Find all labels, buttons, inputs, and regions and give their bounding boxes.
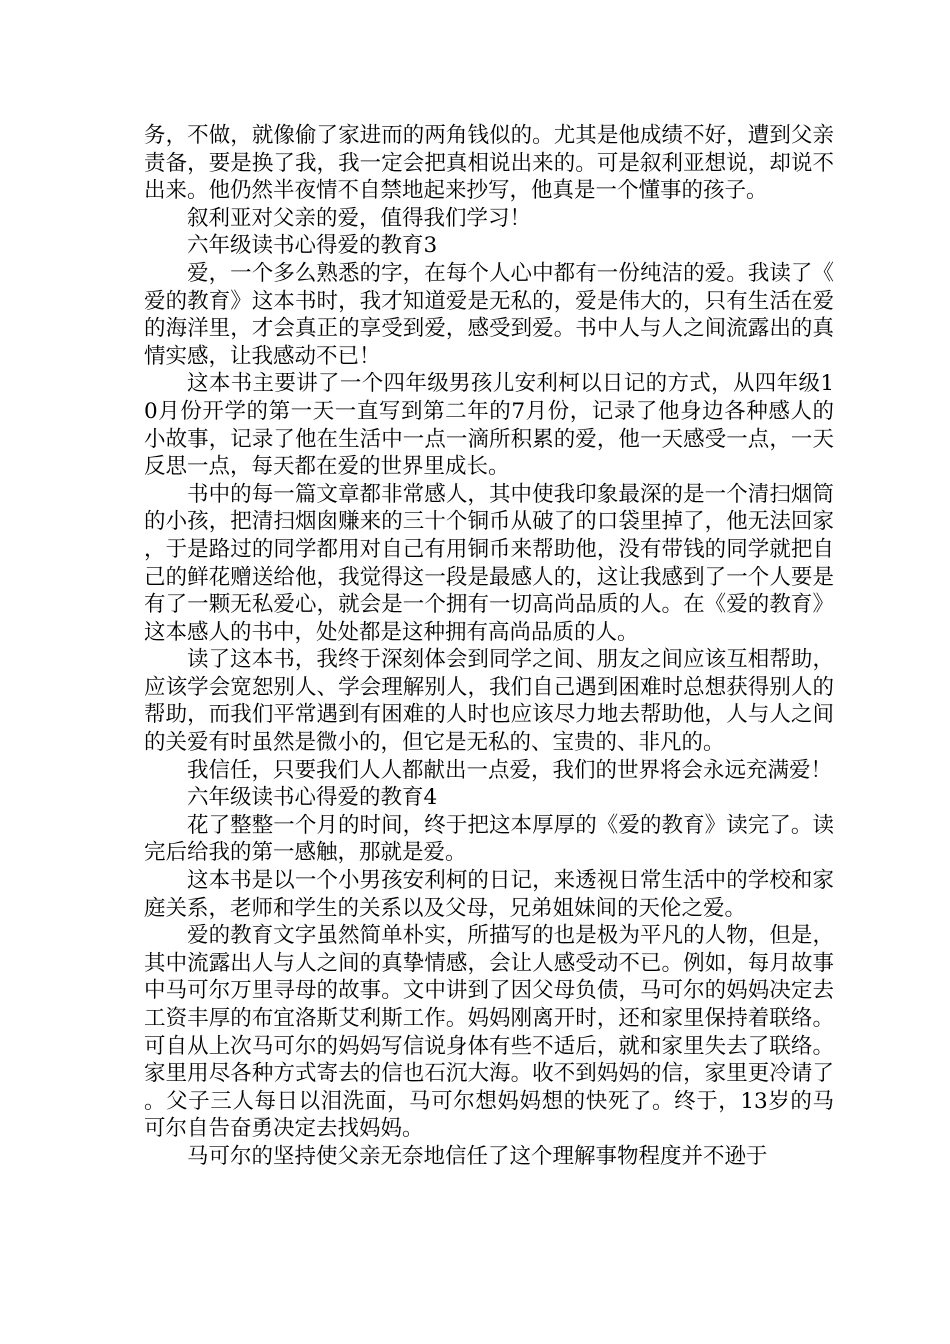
paragraph-book-summary: 这本书主要讲了一个四年级男孩儿安利柯以日记的方式，从四年级10月份开学的第一天一直写到第二年的7月份，记录了他身边各种感人的小故事，记录了他在生活中一点一滴所积累的爱，他一天感受一点，一天反思一点，每天都在爱的世界里成长。 bbox=[144, 371, 834, 480]
paragraph-syria-love: 叙利亚对父亲的爱，值得我们学习！ bbox=[187, 205, 532, 231]
section-heading-3: 六年级读书心得爱的教育3 bbox=[187, 233, 438, 259]
paragraph-reflection: 读了这本书，我终于深刻体会到同学之间、朋友之间应该互相帮助，应该学会宽恕别人、学会理解别人，我们自己遇到困难时总想获得别人的帮助，而我们平常遇到有困难的人时也应该尽力地去帮助他，人与人之间的关爱有时虽然是微小的，但它是无私的、宝贵的、非凡的。 bbox=[144, 647, 834, 756]
paragraph-love-intro: 爱，一个多么熟悉的字，在每个人心中都有一份纯洁的爱。我读了《爱的教育》这本书时，我才知道爱是无私的，爱是伟大的，只有生活在爱的海洋里，才会真正的享受到爱，感受到爱。书中人与人之间流露出的真情实感，让我感动不已！ bbox=[144, 260, 834, 369]
paragraph-diary-format: 这本书是以一个小男孩安利柯的日记，来透视日常生活中的学校和家庭关系，老师和学生的关系以及父母，兄弟姐妹间的天伦之爱。 bbox=[144, 868, 834, 921]
paragraph-marco-story: 爱的教育文字虽然简单朴实，所描写的也是极为平凡的人物，但是，其中流露出人与人之间的真挚情感，会让人感受动不已。例如，每月故事中马可尔万里寻母的故事。文中讲到了因父母负债，马可尔的妈妈决定去工资丰厚的布宜洛斯艾利斯工作。妈妈刚离开时，还和家里保持着联络。可自从上次马可尔的妈妈写信说身体有些不适后，就和家里失去了联络。家里用尽各种方式寄去的信也石沉大海。收不到妈妈的信，家里更冷请了。父子三人每日以泪洗面，马可尔想妈妈想的快死了。终于，13岁的马可尔自告奋勇决定去找妈妈。 bbox=[144, 923, 834, 1142]
paragraph-continuation: 务，不做，就像偷了家进而的两角钱似的。尤其是他成绩不好，遭到父亲责备，要是换了我，我一定会把真相说出来的。可是叙利亚想说，却说不出来。他仍然半夜情不自禁地起来抄写，他真是一个懂事的孩子。 bbox=[144, 123, 834, 204]
paragraph-finished-reading: 花了整整一个月的时间，终于把这本厚厚的《爱的教育》读完了。读完后给我的第一感触，那就是爱。 bbox=[144, 812, 834, 866]
paragraph-conclusion: 我信任，只要我们人人都献出一点爱，我们的世界将会永远充满爱！ bbox=[187, 757, 833, 783]
document-page bbox=[144, 122, 834, 1171]
paragraph-chimney-boy: 书中的每一篇文章都非常感人，其中使我印象最深的是一个清扫烟筒的小孩，把清扫烟囱赚来的三十个铜币从破了的口袋里掉了，他无法回家，于是路过的同学都用对自己有用铜币来帮助他，没有带钱的同学就把自己的鲜花赠送给他，我觉得这一段是最感人的，这让我感到了一个人要是有了一颗无私爱心，就会是一个拥有一切高尚品质的人。在《爱的教育》这本感人的书中，处处都是这种拥有高尚品质的人。 bbox=[144, 481, 834, 645]
section-heading-4: 六年级读书心得爱的教育4 bbox=[187, 785, 438, 811]
paragraph-marco-persistence: 马可尔的坚持使父亲无奈地信任了这个理解事物程度并不逊于 bbox=[187, 1143, 768, 1169]
